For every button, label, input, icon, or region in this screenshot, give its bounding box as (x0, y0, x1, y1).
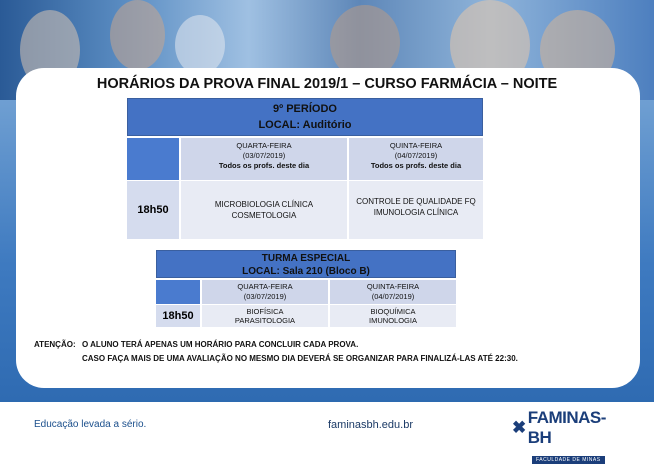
day-date: (04/07/2019) (371, 291, 415, 301)
table1-period: 9º PERÍODO (273, 103, 337, 115)
notice-line2: CASO FAÇA MAIS DE UMA AVALIAÇÃO NO MESMO DIA DEVERÁ SE ORGANIZAR PARA FINALIZÁ-LAS ATÉ 22:30. (82, 354, 518, 363)
table1-day-wednesday (181, 138, 347, 180)
faminas-logo (512, 408, 622, 463)
table1-time-cell: 18h50 (127, 181, 179, 239)
day-name: QUINTA-FEIRA (389, 141, 443, 150)
subject: IMUNOLOGIA CLÍNICA (373, 208, 459, 217)
subject: PARASITOLOGIA (234, 316, 296, 325)
table2-group: TURMA ESPECIAL (261, 253, 351, 264)
table2-corner-cell (156, 280, 200, 304)
table2-time-cell: 18h50 (156, 305, 200, 327)
table1-subjects-wednesday (181, 181, 347, 239)
page-title: HORÁRIOS DA PROVA FINAL 2019/1 – CURSO FARMÁCIA – NOITE (96, 76, 558, 92)
table2-subjects-wednesday (202, 305, 328, 327)
subject: BIOFÍSICA (246, 306, 284, 316)
day-note: Todos os profs. deste dia (370, 161, 462, 170)
logo-x-icon: ✖ (512, 418, 526, 437)
attention-notice (34, 338, 518, 366)
table2-day-wednesday (202, 280, 328, 304)
table1-location: LOCAL: Auditório (258, 119, 352, 131)
day-note: Todos os profs. deste dia (218, 161, 310, 170)
table2-subjects-thursday (330, 305, 456, 327)
table1-subjects-thursday (349, 181, 483, 239)
subject: IMUNOLOGIA (369, 316, 417, 325)
footer-website-link[interactable]: faminasbh.edu.br (328, 419, 413, 431)
subject: COSMETOLOGIA (231, 211, 297, 220)
table1-corner-cell (127, 138, 179, 180)
subject: BIOQUÍMICA (370, 306, 416, 316)
notice-label: ATENÇÃO: (34, 340, 76, 349)
day-date: (04/07/2019) (394, 151, 438, 160)
subject: MICROBIOLOGIA CLÍNICA (214, 200, 314, 209)
table2-location: LOCAL: Sala 210 (Bloco B) (242, 266, 370, 277)
footer-slogan: Educação levada a sério. (34, 419, 147, 430)
table2-day-thursday (330, 280, 456, 304)
notice-line1: O ALUNO TERÁ APENAS UM HORÁRIO PARA CONCLUIR CADA PROVA. (82, 340, 359, 349)
logo-subtitle: FACULDADE DE MINAS (532, 456, 605, 464)
day-name: QUARTA-FEIRA (236, 141, 292, 150)
table2-header (156, 250, 456, 278)
table1-header (127, 98, 483, 136)
subject: CONTROLE DE QUALIDADE FQ (356, 197, 476, 206)
day-date: (03/07/2019) (242, 151, 286, 160)
table1-day-thursday (349, 138, 483, 180)
day-name: QUARTA-FEIRA (237, 282, 293, 291)
day-name: QUINTA-FEIRA (366, 282, 420, 291)
logo-name: FAMINAS-BH (527, 408, 606, 447)
day-date: (03/07/2019) (243, 291, 287, 301)
